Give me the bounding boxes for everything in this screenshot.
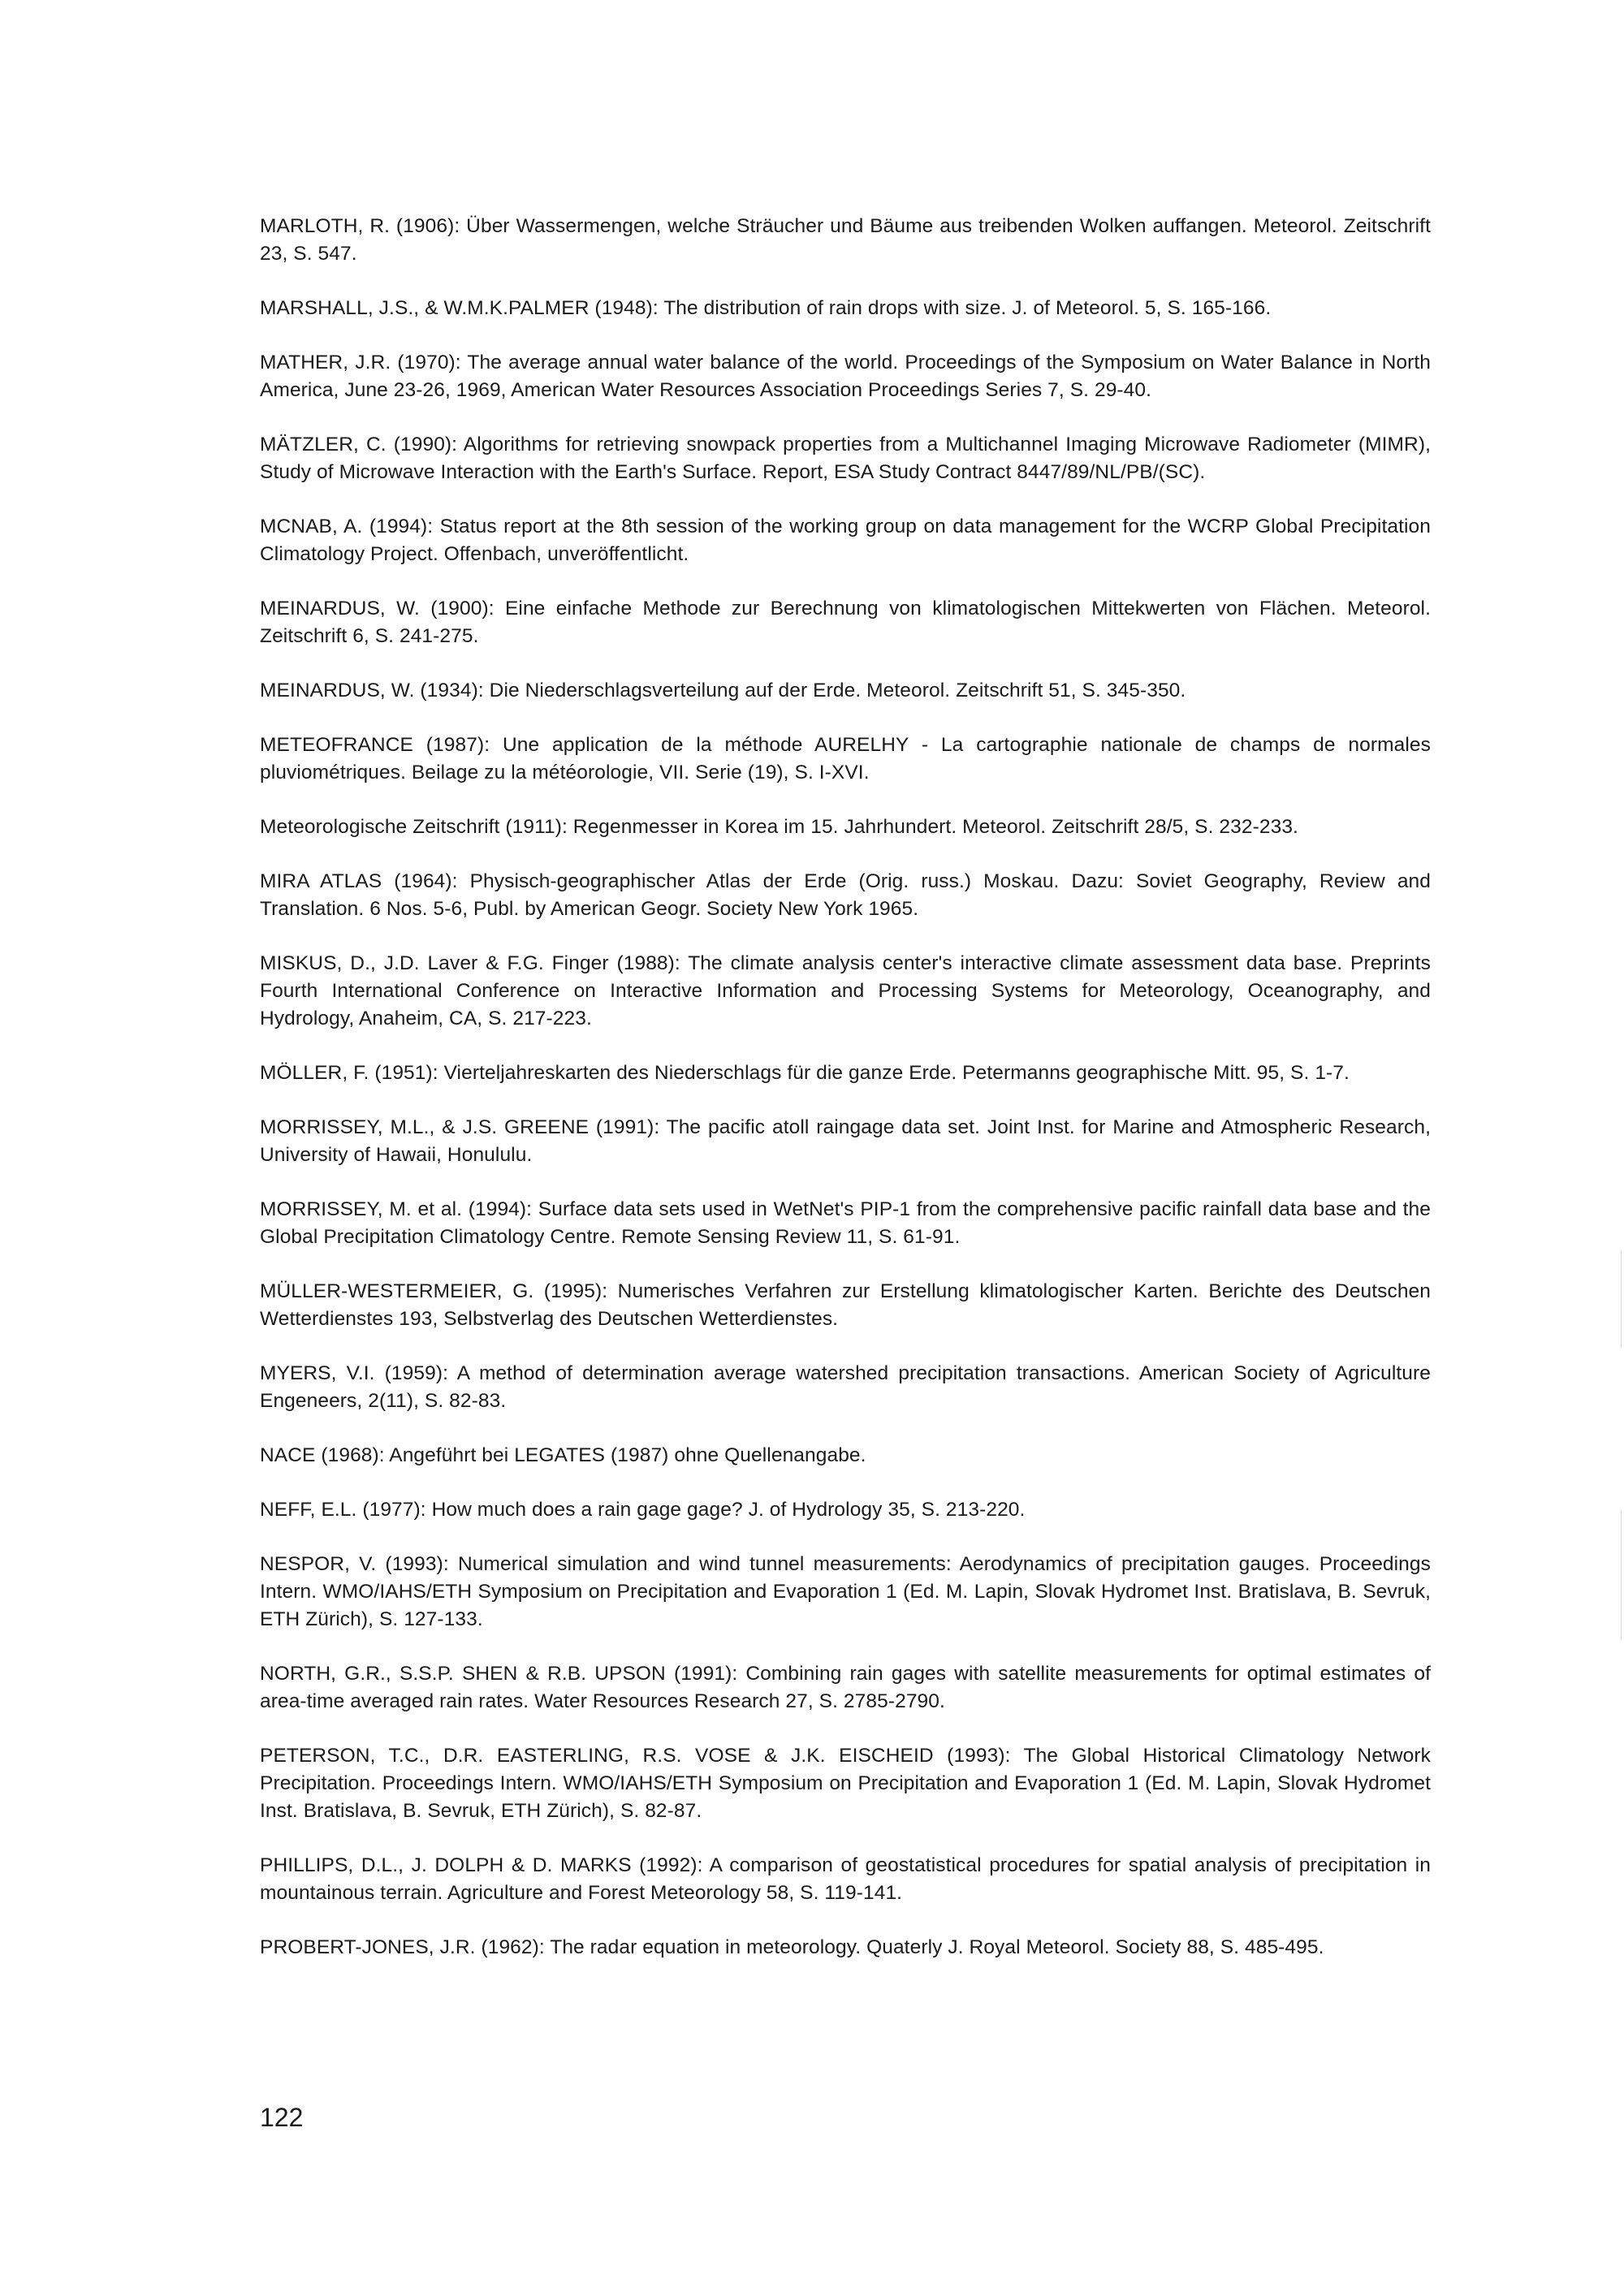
reference-entry: MORRISSEY, M.L., & J.S. GREENE (1991): The pacific atoll raingage data set. Joint Inst. for Marine and Atmospheric Research, University of Hawaii, Honululu. — [260, 1116, 1431, 1166]
reference-entry: MÜLLER-WESTERMEIER, G. (1995): Numerisches Verfahren zur Erstellung klimatologischer Karten. Berichte des Deutschen Wetterdienstes 193, Selbstverlag des Deutschen Wetterdienstes. — [260, 1280, 1431, 1330]
reference-entry: NESPOR, V. (1993): Numerical simulation and wind tunnel measurements: Aerodynamics of precipitation gauges. Proceedings Intern. WMO/IAHS/ETH Symposium on Precipitation and Evaporation 1 (Ed. M. Lapin, Slovak Hydromet Inst. Bratislava, B. Sevruk, ETH Zürich), S. 127-133. — [260, 1553, 1431, 1630]
reference-entry: PETERSON, T.C., D.R. EASTERLING, R.S. VOSE & J.K. EISCHEID (1993): The Global Historical Climatology Network Precipitation. Proceedings Intern. WMO/IAHS/ETH Symposium on Precipitation and Evaporation 1 (Ed. M. Lapin, Slovak Hydromet Inst. Bratislava, B. Sevruk, ETH Zürich), S. 82-87. — [260, 1745, 1431, 1822]
reference-entry: MCNAB, A. (1994): Status report at the 8th session of the working group on data management for the WCRP Global Precipitation Climatology Project. Offenbach, unveröffentlicht. — [260, 516, 1431, 565]
reference-entry: MARSHALL, J.S., & W.M.K.PALMER (1948): The distribution of rain drops with size. J. of Meteorol. 5, S. 165-166. — [260, 297, 1272, 319]
reference-entry: PHILLIPS, D.L., J. DOLPH & D. MARKS (1992): A comparison of geostatistical procedures for spatial analysis of precipitation in mountainous terrain. Agriculture and Forest Meteorology 58, S. 119-141. — [260, 1854, 1431, 1904]
reference-entry: MORRISSEY, M. et al. (1994): Surface data sets used in WetNet's PIP-1 from the comprehensive pacific rainfall data base and the Global Precipitation Climatology Centre. Remote Sensing Review 11, S. 61-91. — [260, 1198, 1431, 1248]
reference-entry: MEINARDUS, W. (1934): Die Niederschlagsverteilung auf der Erde. Meteorol. Zeitschrift 51, S. 345-350. — [260, 680, 1186, 701]
reference-entry: NEFF, E.L. (1977): How much does a rain gage gage? J. of Hydrology 35, S. 213-220. — [260, 1499, 1026, 1521]
page-number: 122 — [260, 2103, 304, 2132]
reference-list — [260, 213, 1431, 1988]
reference-entry: MÄTZLER, C. (1990): Algorithms for retrieving snowpack properties from a Multichannel Imaging Microwave Radiometer (MIMR), Study of Microwave Interaction with the Earth's Surface. Report, ESA Study Contract 8447/89/NL/PB/(SC). — [260, 434, 1431, 483]
reference-entry: MARLOTH, R. (1906): Über Wassermengen, welche Sträucher und Bäume aus treibenden Wolken auffangen. Meteorol. Zeitschrift 23, S. 547. — [260, 215, 1431, 265]
reference-entry: MATHER, J.R. (1970): The average annual water balance of the world. Proceedings of the Symposium on Water Balance in North America, June 23-26, 1969, American Water Resources Association Proceedings Series 7, S. 29-40. — [260, 352, 1431, 401]
reference-entry: PROBERT-JONES, J.R. (1962): The radar equation in meteorology. Quaterly J. Royal Meteorol. Society 88, S. 485-495. — [260, 1936, 1324, 1958]
reference-entry: METEOFRANCE (1987): Une application de la méthode AURELHY - La cartographie nationale de champs de normales pluviométriques. Beilage zu la météorologie, VII. Serie (19), S. I-XVI. — [260, 734, 1431, 783]
reference-entry: MÖLLER, F. (1951): Vierteljahreskarten des Niederschlags für die ganze Erde. Petermanns geographische Mitt. 95, S. 1-7. — [260, 1062, 1350, 1084]
scan-edge-mark — [1621, 1250, 1622, 1348]
scan-edge-mark — [1621, 1510, 1622, 1640]
reference-entry: MISKUS, D., J.D. Laver & F.G. Finger (1988): The climate analysis center's interactive climate assessment data base. Preprints Fourth International Conference on Interactive Information and Processing Systems for Meteorology, Oceanography, and Hydrology, Anaheim, CA, S. 217-223. — [260, 952, 1431, 1029]
reference-entry: NORTH, G.R., S.S.P. SHEN & R.B. UPSON (1991): Combining rain gages with satellite measurements for optimal estimates of area-time averaged rain rates. Water Resources Research 27, S. 2785-2790. — [260, 1663, 1431, 1712]
reference-entry: Meteorologische Zeitschrift (1911): Regenmesser in Korea im 15. Jahrhundert. Meteorol. Zeitschrift 28/5, S. 232-233. — [260, 816, 1298, 838]
reference-entry: NACE (1968): Angeführt bei LEGATES (1987) ohne Quellenangabe. — [260, 1444, 866, 1466]
reference-entry: MIRA ATLAS (1964): Physisch-geographischer Atlas der Erde (Orig. russ.) Moskau. Dazu: Soviet Geography, Review and Translation. 6 Nos. 5-6, Publ. by American Geogr. Society New York 1965. — [260, 870, 1431, 920]
reference-entry: MYERS, V.I. (1959): A method of determination average watershed precipitation transactions. American Society of Agriculture Engeneers, 2(11), S. 82-83. — [260, 1362, 1431, 1412]
reference-entry: MEINARDUS, W. (1900): Eine einfache Methode zur Berechnung von klimatologischen Mittekwerten von Flächen. Meteorol. Zeitschrift 6, S. 241-275. — [260, 598, 1431, 647]
